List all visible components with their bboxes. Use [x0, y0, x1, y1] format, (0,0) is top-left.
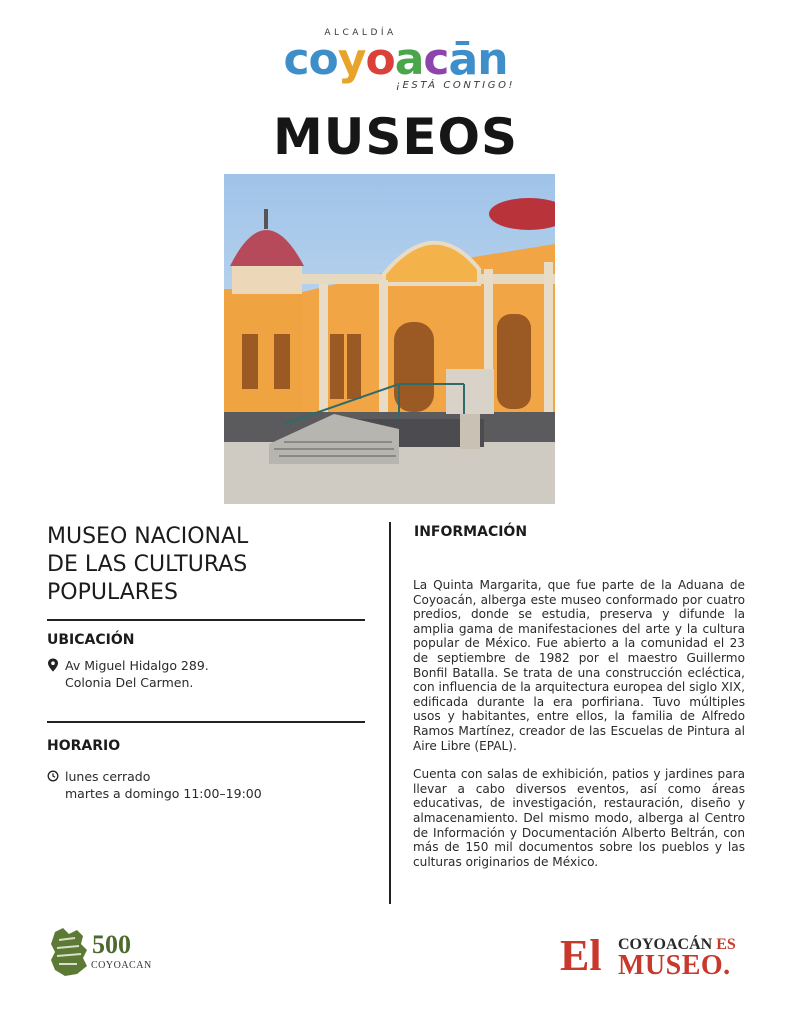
- horario-hours: [47, 768, 262, 802]
- logo-museo-text: MUSEO.: [618, 950, 731, 981]
- informacion-heading: INFORMACIÓN: [414, 524, 528, 540]
- coyoacan-es-museo-logo: [560, 931, 750, 982]
- info-paragraph: La Quinta Margarita, que fue parte de la Aduana de Coyoacán, alberga este museo conformado por cuatro predios, donde se estudia, preserva y difunde la amplia gama de manifestaciones del arte y la cultura popular de México. Fue abierto a la comunidad el 23 de septiembre de 1982 por el maestro Guillermo Bonfil Batalla. Se trata de una construcción ecléctica, con influencia de la arquitectura europea del siglo XIX, edificada durante la era porfiriana. Tuvo múltiples usos y habitantes, entre ellos, la familia de Alfredo Ramos Martínez, creador de las Escuelas de Pintura al Aire Libre (EPAL).: [413, 578, 745, 753]
- museum-name-line: POPULARES: [47, 580, 178, 605]
- logo-letter: o: [308, 34, 338, 85]
- alcaldia-logo: [0, 28, 791, 91]
- logo-500-number: 500: [92, 930, 131, 959]
- logo-letter: ā: [448, 34, 478, 85]
- museum-photo: [224, 174, 555, 504]
- logo-el-text: El: [560, 931, 602, 980]
- museum-name: [47, 523, 367, 607]
- ubicacion-address: [47, 657, 209, 691]
- museum-name-line: MUSEO NACIONAL: [47, 524, 249, 549]
- divider: [47, 721, 365, 723]
- logo-es-text: ES: [716, 936, 736, 953]
- logo-tagline: ¡ESTÁ CONTIGO!: [395, 80, 516, 91]
- logo-alcaldia-text: ALCALDÍA: [324, 28, 397, 38]
- address-line-1: Av Miguel Hidalgo 289.: [65, 658, 209, 673]
- museum-name-line: DE LAS CULTURAS: [47, 552, 248, 577]
- informacion-body: [413, 578, 745, 869]
- coyoacan-500-logo: [47, 926, 167, 978]
- logo-wordmark: [0, 34, 791, 85]
- page-title: MUSEOS: [272, 108, 519, 166]
- horario-heading: HORARIO: [47, 738, 121, 754]
- address-line-2: Colonia Del Carmen.: [65, 675, 194, 690]
- logo-letter: a: [394, 34, 424, 85]
- hours-line-1: lunes cerrado: [65, 769, 151, 784]
- divider: [47, 619, 365, 621]
- logo-letter: c: [423, 34, 449, 85]
- map-pin-icon: [47, 658, 59, 672]
- logo-letter: y: [337, 34, 366, 85]
- hours-line-2: martes a domingo 11:00–19:00: [65, 786, 262, 801]
- logo-letter: o: [365, 34, 395, 85]
- logo-letter: n: [477, 34, 508, 85]
- info-paragraph: Cuenta con salas de exhibición, patios y jardines para llevar a cabo diversos eventos, así como áreas educativas, de investigación, restauración, diseño y almacenamiento. Del mismo modo, alberga al Centro de Información y Documentación Alberto Beltrán, con más de 150 mil documentos sobre los pueblos y las culturas originarios de México.: [413, 767, 745, 869]
- coyote-glyph-icon: [47, 926, 91, 978]
- column-divider: [389, 522, 391, 904]
- logo-coyoacan-text: COYOACÁN: [618, 936, 713, 953]
- logo-500-name: COYOACAN: [91, 960, 152, 971]
- logo-letter: c: [283, 34, 309, 85]
- ubicacion-heading: UBICACIÓN: [47, 632, 135, 648]
- clock-icon: [47, 769, 59, 783]
